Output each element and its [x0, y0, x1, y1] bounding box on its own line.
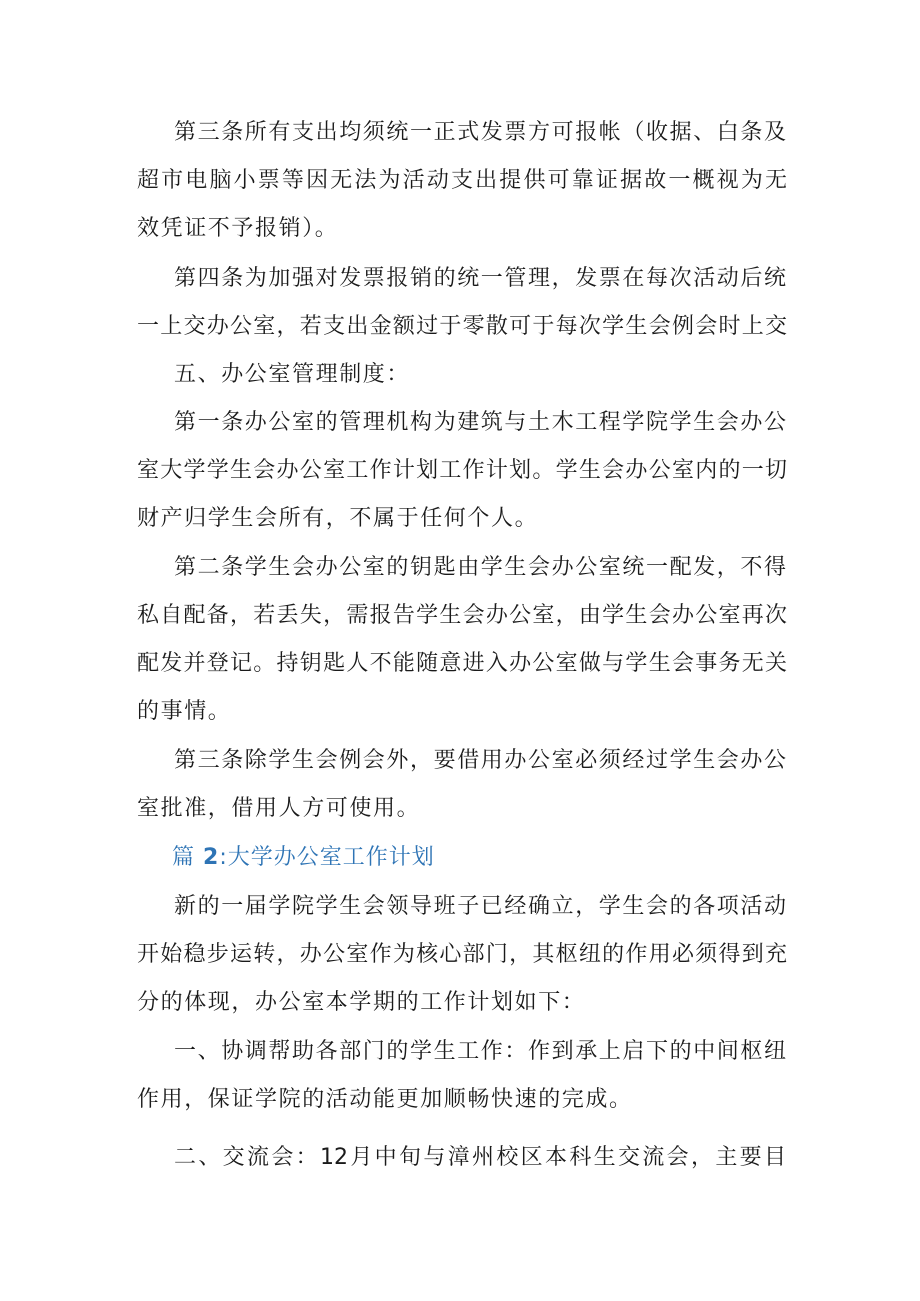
- paragraph-line: 第四条为加强对发票报销的统一管理，发票在每次活动后统: [174, 266, 786, 291]
- paragraph-line: 室大学学生会办公室工作计划工作计划。学生会办公室内的一切: [137, 458, 787, 483]
- paragraph-line: 一上交办公室，若支出金额过于零散可于每次学生会例会时上交: [137, 314, 787, 339]
- section-title: 五、办公室管理制度：: [174, 362, 411, 387]
- paragraph-line: 分的体现，办公室本学期的工作计划如下：: [137, 990, 586, 1015]
- paragraph-line: 新的一届学院学生会领导班子已经确立，学生会的各项活动: [174, 894, 786, 919]
- paragraph-line: 作用，保证学院的活动能更加顺畅快速的完成。: [137, 1087, 633, 1112]
- paragraph-line: 效凭证不予报销）。: [137, 216, 339, 241]
- paragraph-line: 超市电脑小票等因无法为活动支出提供可靠证据故一概视为无: [137, 168, 787, 193]
- heading-number: 2: [203, 845, 220, 870]
- paragraph-line: 的事情。: [137, 699, 232, 724]
- section-heading: [172, 843, 435, 873]
- paragraph-line: 配发并登记。持钥匙人不能随意进入办公室做与学生会事务无关: [137, 651, 787, 676]
- paragraph-line: 财产归学生会所有，不属于任何个人。: [137, 506, 539, 531]
- paragraph-line: 二、交流会：12月中旬与漳州校区本科生交流会，主要目: [174, 1145, 786, 1170]
- paragraph-line: 第二条学生会办公室的钥匙由学生会办公室统一配发，不得: [174, 555, 786, 580]
- paragraph-line: 开始稳步运转，办公室作为核心部门，其枢纽的作用必须得到充: [137, 942, 787, 967]
- paragraph-line: 一、协调帮助各部门的学生工作：作到承上启下的中间枢纽: [174, 1039, 786, 1064]
- paragraph-line: 私自配备，若丢失，需报告学生会办公室，由学生会办公室再次: [137, 603, 787, 628]
- paragraph-line: 第一条办公室的管理机构为建筑与土木工程学院学生会办公: [174, 410, 786, 435]
- heading-title: :大学办公室工作计划: [219, 845, 435, 870]
- paragraph-line: 室批准，借用人方可使用。: [137, 796, 421, 821]
- paragraph-line: 第三条除学生会例会外，要借用办公室必须经过学生会办公: [174, 748, 786, 773]
- paragraph-line: 第三条所有支出均须统一正式发票方可报帐（收据、白条及: [174, 120, 786, 145]
- heading-prefix: 篇: [172, 845, 196, 870]
